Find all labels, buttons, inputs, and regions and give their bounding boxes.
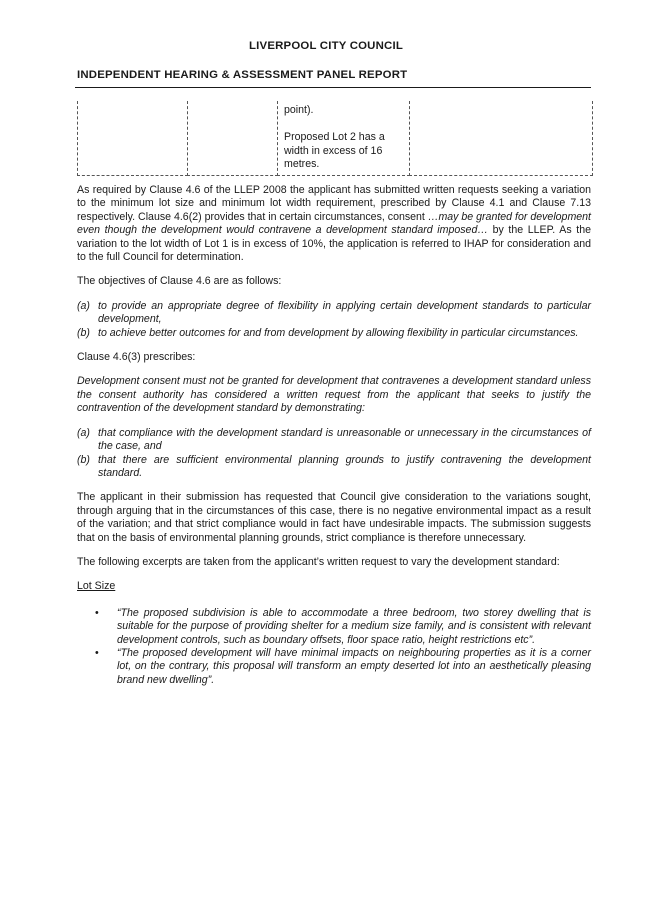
- paragraph-clause-prescribes: Clause 4.6(3) prescribes:: [77, 351, 196, 364]
- report-body: [77, 184, 591, 687]
- table-cell-text-line: Proposed Lot 2 has a: [284, 131, 385, 143]
- lot-size-heading: Lot Size: [77, 580, 116, 593]
- quoted-clause-text: …may be granted for development even though the development would contravene a development standard imposed…: [77, 210, 592, 237]
- list-marker: (a): [77, 426, 90, 439]
- list-item-text: to achieve better outcomes for and from development by allowing flexibility in particular circumstances.: [98, 326, 579, 339]
- list-item: [77, 300, 591, 327]
- table-cell-1: [77, 101, 188, 176]
- demonstrating-list: [77, 427, 591, 481]
- list-item-text: “The proposed development will have minimal impacts on neighbouring properties as it is a corner lot, on the contrary, this proposal will transform an empty deserted lot into an aesthetically pleasing brand new dwelling”.: [117, 646, 591, 686]
- list-item: [77, 647, 591, 687]
- table-cell-text-line: point).: [284, 104, 314, 116]
- objectives-list: [77, 300, 591, 340]
- bullet-icon: •: [95, 606, 99, 619]
- text-run: As required by Clause 4.6 of the LLEP 2008 the applicant has submitted written requests seeking a variation to the minimum lot size and minimum lot width requirement, prescribed by Clause 4.1 and Clause 7.13 respectively. Clause 4.6(2) provides that in certain circumstances, consent: [77, 184, 591, 223]
- paragraph-objectives-intro: The objectives of Clause 4.6 are as follows:: [77, 275, 282, 288]
- list-marker: (b): [77, 326, 90, 339]
- council-name: LIVERPOOL CITY COUNCIL: [249, 40, 403, 52]
- continued-table-fragment: [77, 101, 593, 175]
- table-cell-2: [187, 101, 278, 176]
- report-title: INDEPENDENT HEARING & ASSESSMENT PANEL REPORT: [77, 69, 408, 81]
- list-item-text: that compliance with the development standard is unreasonable or unnecessary in the circumstances of the case, and: [98, 426, 591, 453]
- list-marker: (a): [77, 299, 90, 312]
- text-run: by the LLEP. As the variation to the lot width of Lot 1 is in excess of 10%, the application is referred to IHAP for consideration and to the full Council for determination.: [77, 224, 591, 264]
- list-item: [77, 427, 591, 454]
- list-item: [77, 327, 591, 340]
- table-cell-3: [277, 101, 410, 176]
- list-item: [77, 607, 591, 647]
- list-item: [77, 454, 591, 481]
- list-marker: (b): [77, 453, 90, 466]
- header-divider: [75, 87, 591, 88]
- list-item-text: that there are sufficient environmental planning grounds to justify contravening the development standard.: [98, 453, 591, 479]
- list-item-text: to provide an appropriate degree of flexibility in applying certain development standards to particular development,: [98, 299, 591, 326]
- paragraph-clause-quote: Development consent must not be granted for development that contravenes a development standard unless the consent authority has considered a written request from the applicant that seeks to justify the contravention of the development standard by demonstrating:: [77, 375, 591, 415]
- lot-size-excerpts: [77, 607, 591, 687]
- bullet-icon: •: [95, 646, 99, 659]
- table-cell-text-line: metres.: [284, 158, 320, 171]
- list-item-text: “The proposed subdivision is able to accommodate a three bedroom, two storey dwelling that is suitable for the purpose of providing shelter for a medium size family, and is consistent with relevant development controls, such as boundary offsets, floor space ratio, height restrictions etc”.: [117, 606, 591, 646]
- table-cell-4: [409, 101, 593, 176]
- paragraph-clause-4-6-requirement: [77, 184, 591, 264]
- table-cell-text-line: width in excess of 16: [284, 144, 383, 157]
- paragraph-applicant-submission: The applicant in their submission has requested that Council give consideration to the variations sought, through arguing that in the circumstances of this case, there is no negative environmental impact as a result of the variation; and that strict compliance would in fact have undesirable impacts. The submission suggests that on the basis of environmental planning grounds, strict compliance is therefore unnecessary.: [77, 491, 591, 544]
- paragraph-excerpts-intro: The following excerpts are taken from the applicant’s written request to vary the development standard:: [77, 555, 560, 568]
